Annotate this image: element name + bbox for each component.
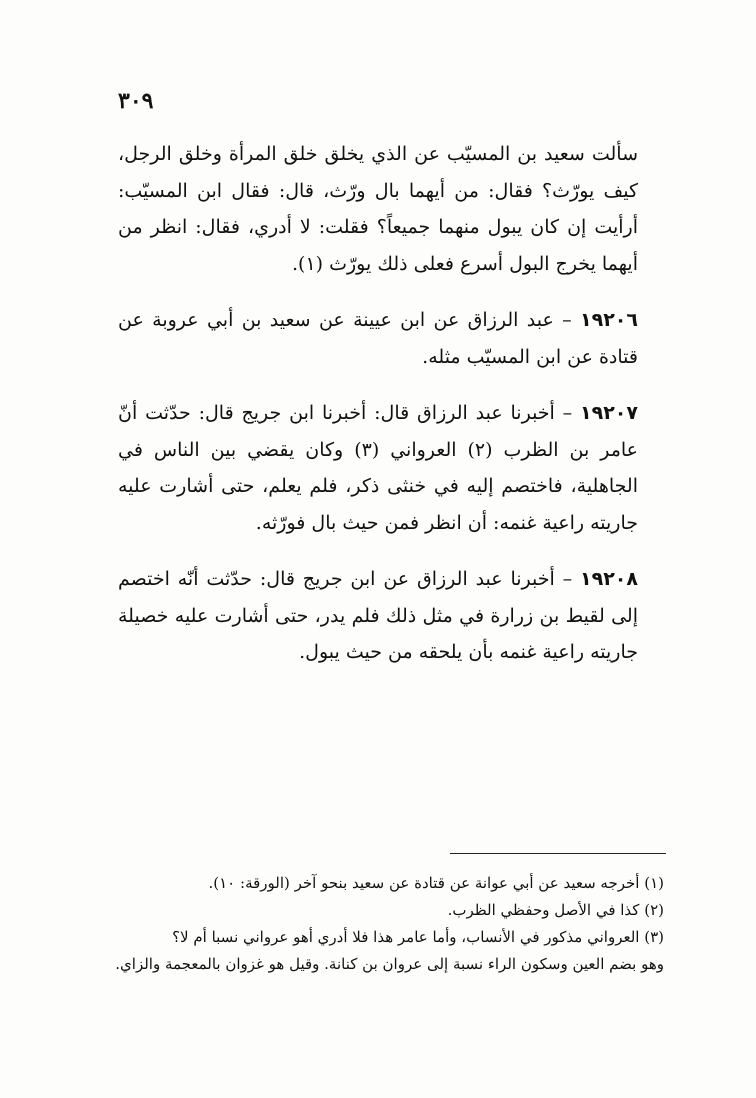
hadith-number: ١٩٢٠٨ (580, 568, 638, 590)
hadith-text: – عبد الرزاق عن ابن عيينة عن سعيد بن أبي عروبة عن قتادة عن ابن المسيّب مثله. (118, 309, 638, 368)
page-number: ٣٠٩ (118, 88, 154, 114)
hadith-19206 (118, 302, 638, 375)
hadith-19207 (118, 395, 638, 541)
footnote-3: (٣) العرواني مذكور في الأنساب، وأما عامر هذا فلا أدري أهو عرواني نسبا أم لا؟ (172, 928, 664, 946)
footnote-2: (٢) كذا في الأصل وحفظي الظرب. (447, 901, 664, 919)
paragraph-intro (118, 136, 638, 282)
footnotes (60, 870, 664, 978)
hadith-number: ١٩٢٠٧ (580, 402, 638, 424)
footnote-separator (450, 853, 666, 854)
hadith-text: – أخبرنا عبد الرزاق عن ابن جريج قال: حدّثت أنّه اختصم إلى لقيط بن زرارة في مثل ذلك فلم يدر، حتى أشارت عليه خصيلة جاريته راعية غنمه بأن يلحقه من حيث يبول. (118, 568, 638, 663)
footnote-1: (١) أخرجه سعيد عن أبي عوانة عن قتادة عن سعيد بنحو آخر (الورقة: ١٠). (208, 874, 664, 892)
hadith-text: – أخبرنا عبد الرزاق قال: أخبرنا ابن جريج قال: حدّثت أنّ عامر بن الظرب (٢) العرواني (٣) وكان يقضي بين الناس في الجاهلية، فاختصم إليه في خنثى ذكر، فلم يعلم، حتى أشارت عليه جاريته راعية غنمه: أن انظر فمن حيث بال فورّثه. (118, 402, 639, 534)
hadith-19208 (118, 561, 638, 671)
paragraph-text: سألت سعيد بن المسيّب عن الذي يخلق خلق المرأة وخلق الرجل، كيف يورّث؟ فقال: من أيهما بال ورّث، قال: فقال ابن المسيّب: أرأيت إن كان يبول منهما جميعاً؟ فقلت: لا أدري، فقال: انظر من أيهما يخرج البول أسرع فعلى ذلك يورّث (١). (118, 143, 638, 275)
hadith-number: ١٩٢٠٦ (580, 309, 638, 331)
footnote-3-continued: وهو بضم العين وسكون الراء نسبة إلى عروان بن كنانة. وقيل هو غزوان بالمعجمة والزاي. (115, 955, 664, 973)
main-text (118, 136, 638, 671)
